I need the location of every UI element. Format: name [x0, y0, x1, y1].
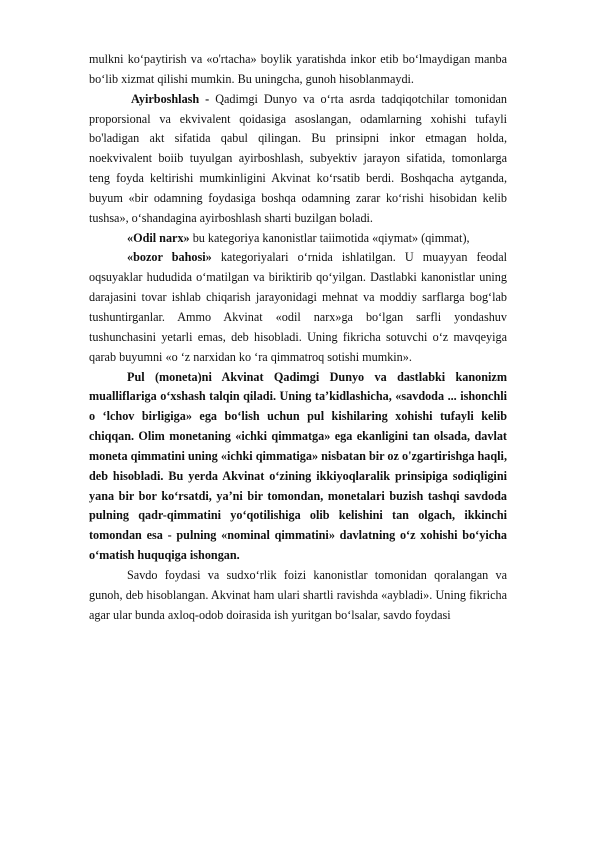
paragraph-ayirboshlash — [89, 90, 507, 229]
term-ayirboshlash: Ayirboshlash - — [131, 91, 210, 106]
paragraph-pul-moneta — [89, 368, 507, 566]
paragraph-odil-narx-text: bu kategoriya kanonistlar taiimotida «qiymat» (qimmat), — [189, 230, 470, 245]
paragraph-1-text: mulkni ko‘paytirish va «o'rtacha» boylik yaratishda inkor etib bo‘lmaydigan manba bo‘lib xizmat qilishi mumkin. Bu uningcha, gunoh hisoblanmaydi. — [89, 52, 507, 86]
paragraph-savdo-foydasi — [89, 566, 507, 626]
paragraph-pul-moneta-text: Pul (moneta)ni Akvinat Qadimgi Dunyo va dastlabki kanonizm mualliflariga o‘xshash talqin qiladi. Uning ta’kidlashicha, «savdoda ... ishonchli o ‘lchov birligiga» ega bo‘lish uchun pul kishilaring xohishi tufayli kelib chiqqan. Olim monetaning «ichki qimmatga» ega ekanligini tan olsada, davlat moneta qimmatini uning «ichki qimmatiga» nisbatan bir oz o'zgartirishga haqli, deb hisobladi. Bu yerda Akvinat o‘zining ikkiyoqlaralik prinsipiga sodiqligini yana bir bor ko‘rsatdi, ya’ni bir tomondan, monetalari buzish tashqi savdoda pulning qadr-qimmatini yo‘qotilishiga olib kelishini tan olgach, ikkinchi tomondan esa - pulning «nominal qimmatini» davlatning o‘z xohishi bo‘yicha o‘matish huquqiga ishongan. — [89, 369, 507, 563]
paragraph-odil-narx — [89, 229, 507, 249]
paragraph-bozor-bahosi — [89, 248, 507, 367]
term-bozor-bahosi: «bozor bahosi» — [127, 250, 212, 265]
paragraph-ayirboshlash-text: Qadimgi Dunyo va o‘rta asrda tadqiqotchilar tomonidan proporsional va ekvivalent qoidasiga asoslangan, odamlarning xohishi tufayli bo'ladigan akt sifatida qabul qilingan. Bu prinsipni inkor etmagan holda, noekvivalent boiib tuyulgan ayirboshlash, subyektiv jarayon sifatida, tomonlarga teng foyda keltirishi mumkinligini Akvinat ko‘rsatib berdi. Boshqacha aytganda, buyum «bir odamning foydasiga boshqa odamning zarar ko‘rishi hisobidan kelib tushsa», o‘shandagina ayirboshlash sharti buzilgan boladi. — [89, 91, 507, 225]
paragraph-savdo-foydasi-text: Savdo foydasi va sudxo‘rlik foizi kanonistlar tomonidan qoralangan va gunoh, deb hisoblangan. Akvinat ham ulari shartli ravishda «aybladi». Uning fikricha agar ular bunda axloq-odob doirasida ish yuritgan bo‘lsalar, savdo foydasi — [89, 567, 507, 622]
term-odil-narx: «Odil narx» — [127, 230, 190, 245]
paragraph-bozor-bahosi-text: kategoriyalari o‘rnida ishlatilgan. U muayyan feodal oqsuyaklar hududida o‘matilgan va biriktirib qo‘yilgan. Dastlabki kanonistlar uning darajasini tovar ishlab chiqarish jarayonidagi mehnat va moddiy sarflarga bog‘lab tushuntirganlar. Ammo Akvinat «odil narx»ga bo‘lgan sarfli yondashuv tushunchasini yetarli emas, deb hisobladi. Uning fikricha sotuvchi o‘z mavqeyiga qarab buyumni «o ‘z narxidan ko ‘ra qimmatroq sotishi mumkin». — [89, 250, 507, 364]
document-page — [89, 50, 507, 625]
paragraph-1 — [89, 50, 507, 90]
